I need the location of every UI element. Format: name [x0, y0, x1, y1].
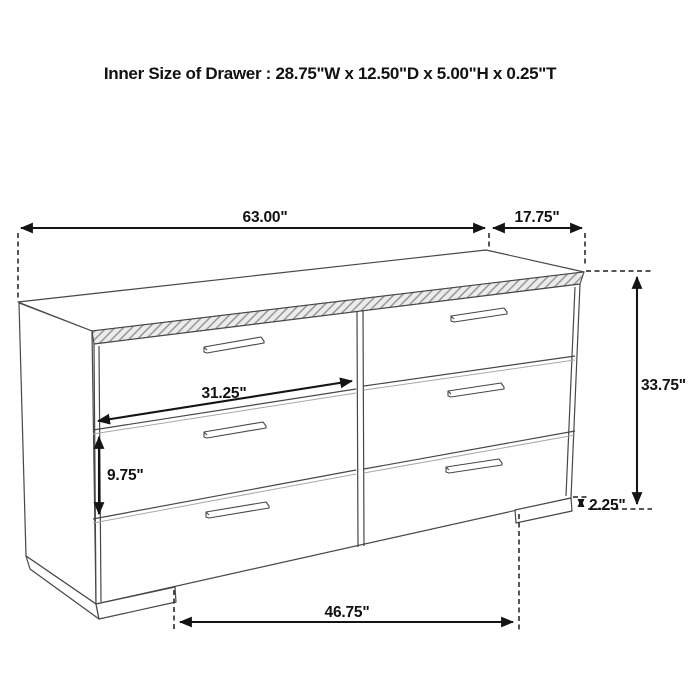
dim-label-overall-depth: 17.75" — [514, 209, 560, 226]
dim-label-overall-height: 33.75" — [641, 377, 686, 394]
dim-label-base-height: 2.25" — [589, 497, 626, 514]
dim-label-drawer-height: 9.75" — [107, 467, 144, 484]
dim-label-base-clearance: 46.75" — [324, 604, 370, 621]
dim-overall-height — [586, 271, 686, 509]
dresser-drawing — [18, 250, 584, 619]
dim-label-drawer-width: 31.25" — [201, 385, 247, 402]
diagram-title: Inner Size of Drawer : 28.75"W x 12.50"D x 5.00"H x 0.25"T — [103, 64, 557, 83]
dim-base-height — [573, 497, 626, 514]
dim-label-overall-width: 63.00" — [242, 209, 288, 226]
